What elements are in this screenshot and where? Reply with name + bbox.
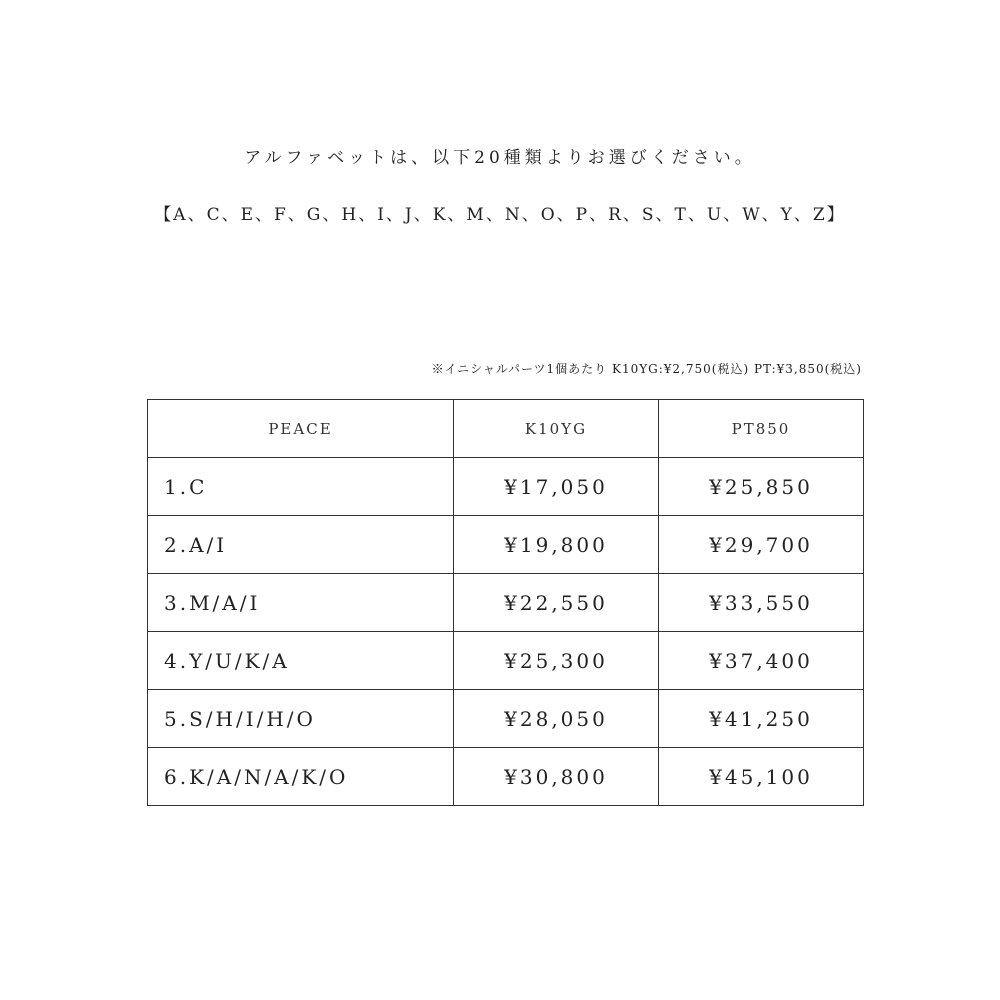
table-row: [148, 574, 864, 632]
price-table-container: [147, 399, 863, 806]
table-row: [148, 632, 864, 690]
table-row: [148, 690, 864, 748]
price-note: ※イニシャルパーツ1個あたり K10YG:¥2,750(税込) PT:¥3,850(税込): [431, 362, 862, 376]
price-k10yg: ¥30,800: [454, 748, 659, 806]
header-pt850: PT850: [659, 400, 864, 458]
piece-name: 2.A/I: [148, 516, 454, 574]
price-table: [147, 399, 864, 806]
price-k10yg: ¥28,050: [454, 690, 659, 748]
piece-name: 5.S/H/I/H/O: [148, 690, 454, 748]
price-pt850: ¥37,400: [659, 632, 864, 690]
price-k10yg: ¥22,550: [454, 574, 659, 632]
price-k10yg: ¥25,300: [454, 632, 659, 690]
price-k10yg: ¥19,800: [454, 516, 659, 574]
table-row: [148, 516, 864, 574]
price-pt850: ¥45,100: [659, 748, 864, 806]
table-row: [148, 458, 864, 516]
price-pt850: ¥33,550: [659, 574, 864, 632]
intro-text: アルファベットは、以下20種類よりお選びください。: [244, 148, 756, 168]
header-k10yg: K10YG: [454, 400, 659, 458]
table-row: [148, 748, 864, 806]
piece-name: 3.M/A/I: [148, 574, 454, 632]
price-pt850: ¥41,250: [659, 690, 864, 748]
available-letters: 【A、C、E、F、G、H、I、J、K、M、N、O、P、R、S、T、U、W、Y、Z】: [154, 205, 846, 225]
price-pt850: ¥29,700: [659, 516, 864, 574]
piece-name: 4.Y/U/K/A: [148, 632, 454, 690]
price-k10yg: ¥17,050: [454, 458, 659, 516]
table-header-row: [148, 400, 864, 458]
piece-name: 6.K/A/N/A/K/O: [148, 748, 454, 806]
header-peace: PEACE: [148, 400, 454, 458]
price-pt850: ¥25,850: [659, 458, 864, 516]
piece-name: 1.C: [148, 458, 454, 516]
